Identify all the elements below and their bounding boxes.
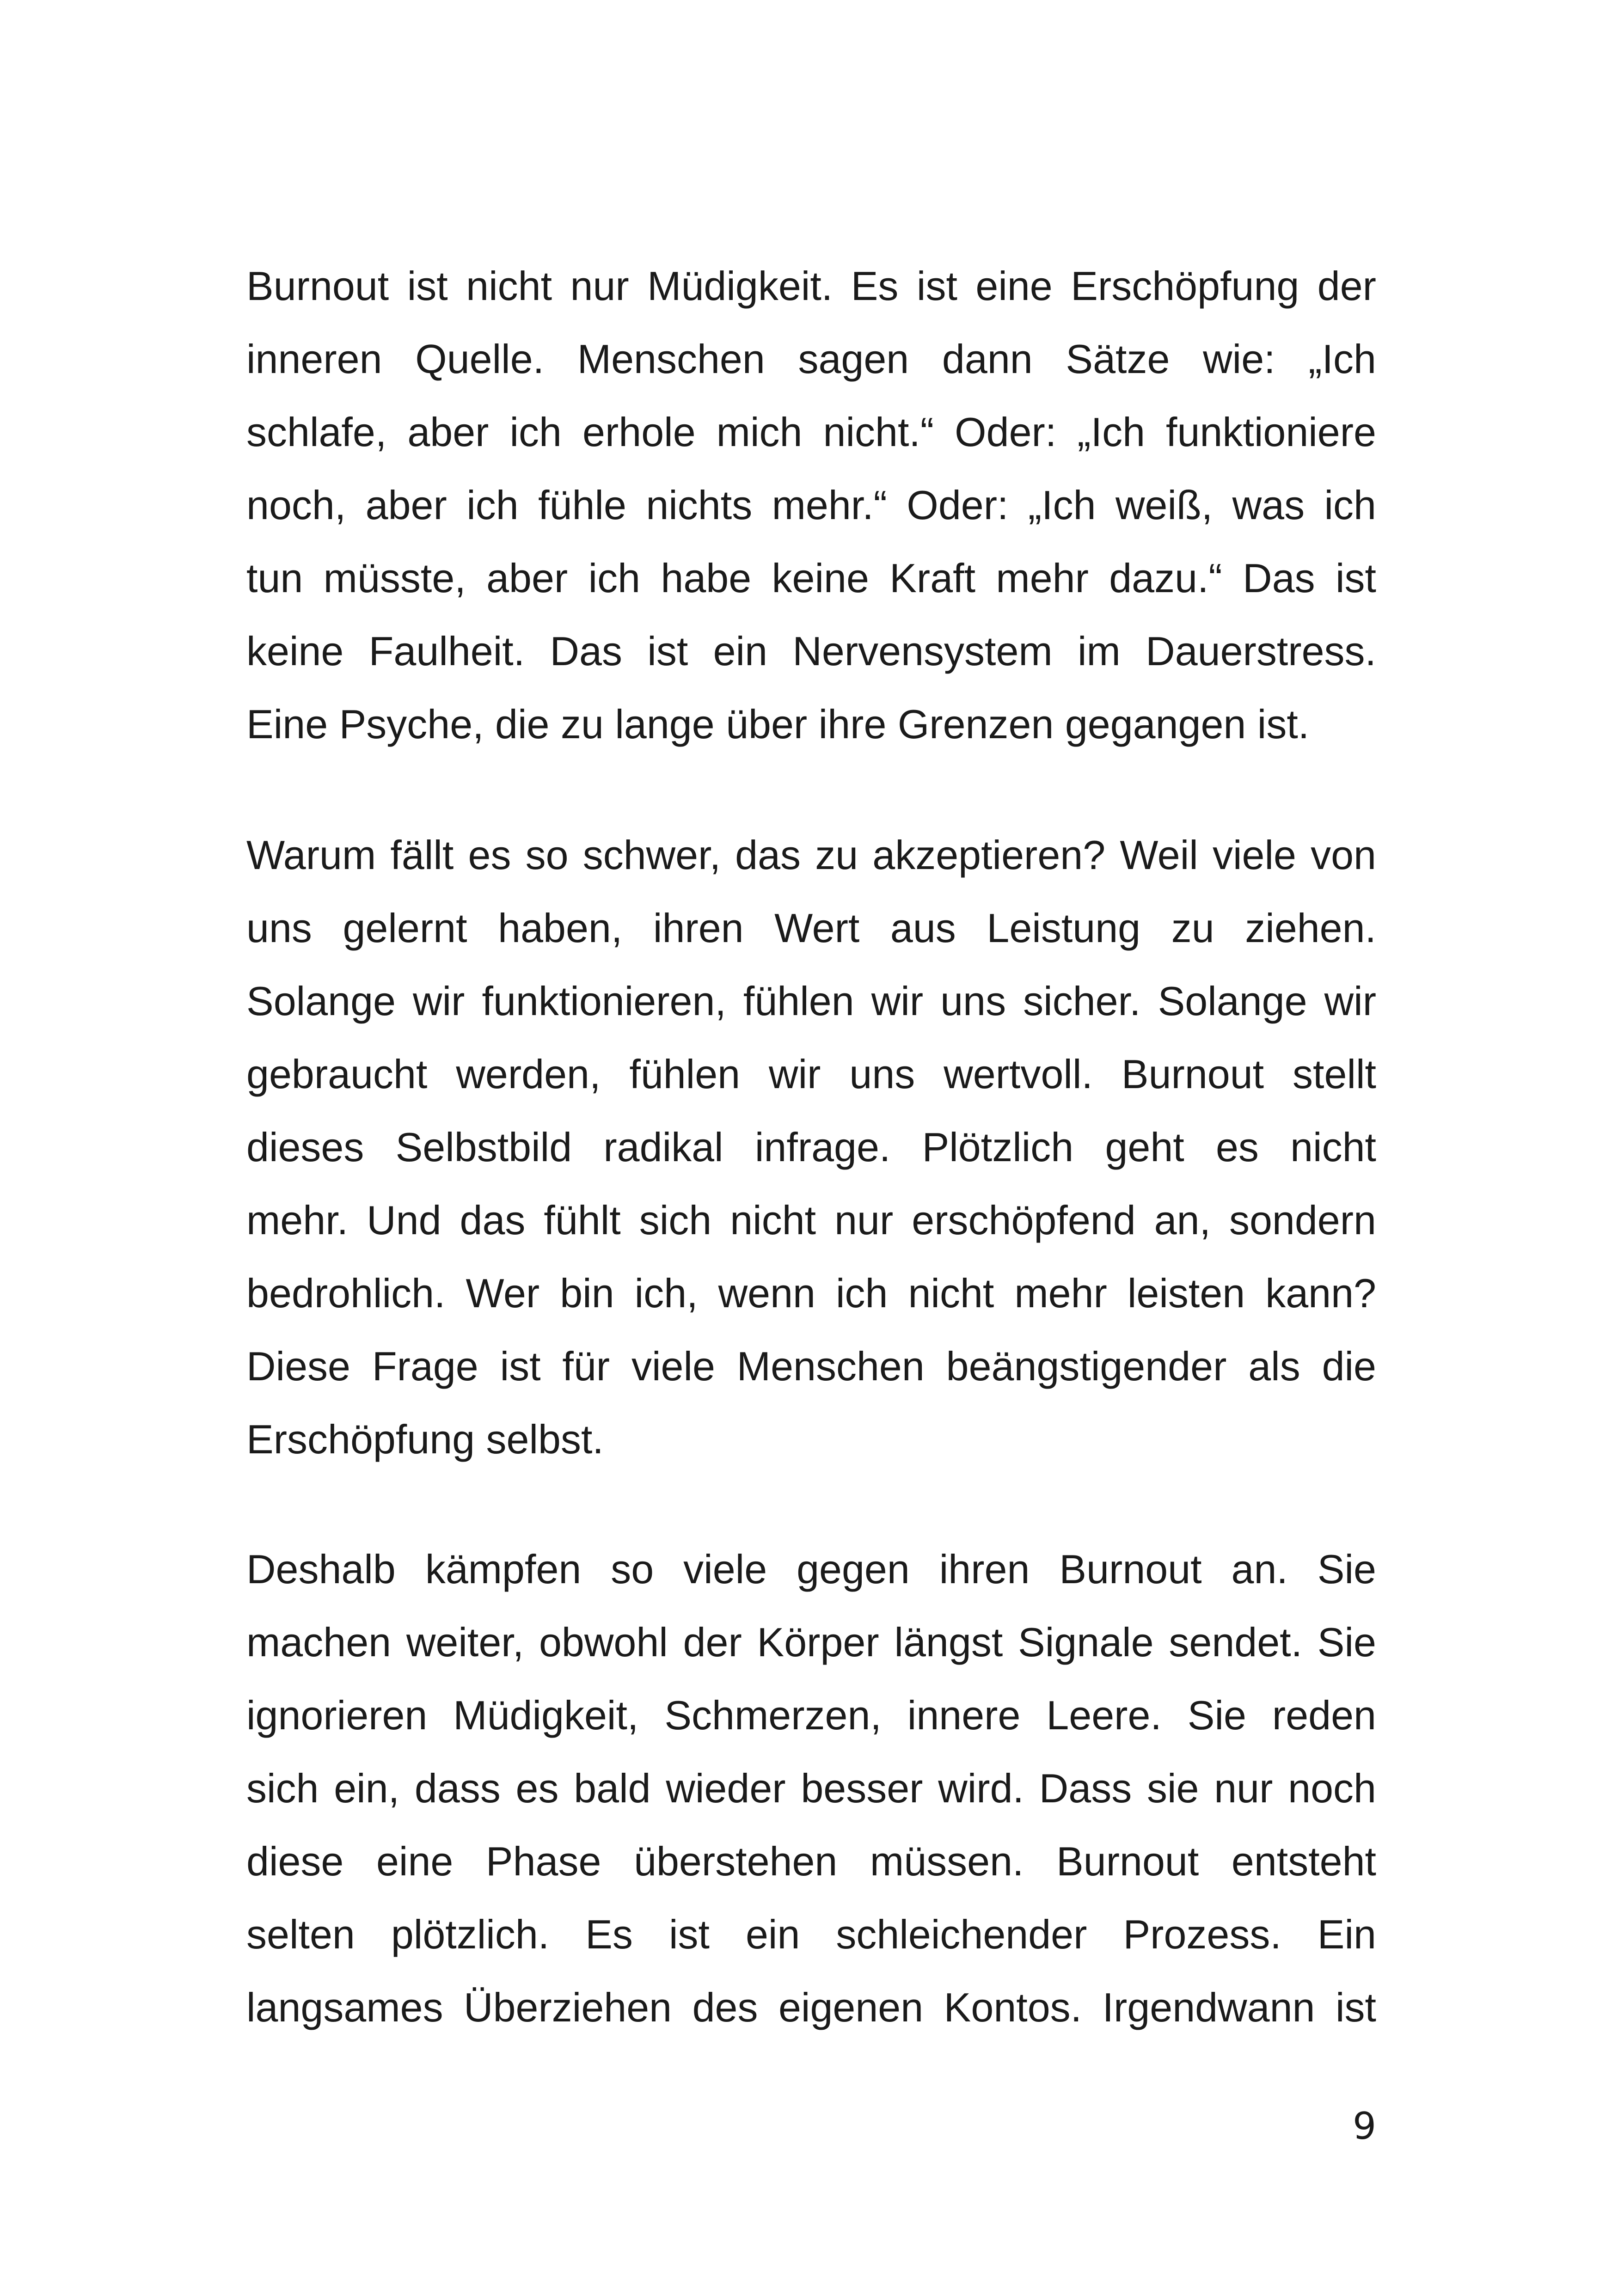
text-line: gebraucht werden, fühlen wir uns wertvoll. Burnout stellt [246, 1051, 1376, 1097]
text-line: Eine Psyche, die zu lange über ihre Grenzen gegangen ist. [246, 701, 1310, 747]
paragraph-1 [246, 250, 1376, 761]
text-line: bedrohlich. Wer bin ich, wenn ich nicht mehr leisten kann? [246, 1270, 1376, 1316]
text-line: dieses Selbstbild radikal infrage. Plötzlich geht es nicht [246, 1124, 1376, 1170]
text-line: ignorieren Müdigkeit, Schmerzen, innere Leere. Sie reden [246, 1692, 1376, 1738]
text-line: tun müsste, aber ich habe keine Kraft mehr dazu.“ Das ist [246, 555, 1376, 601]
text-line: machen weiter, obwohl der Körper längst Signale sendet. Sie [246, 1619, 1376, 1665]
paragraph-3 [246, 1533, 1376, 2044]
text-line: Erschöpfung selbst. [246, 1416, 604, 1462]
text-line: Burnout ist nicht nur Müdigkeit. Es ist eine Erschöpfung der [246, 263, 1376, 309]
text-line: sich ein, dass es bald wieder besser wird. Dass sie nur noch [246, 1765, 1376, 1811]
text-line: selten plötzlich. Es ist ein schleichender Prozess. Ein [246, 1911, 1376, 1957]
text-line: keine Faulheit. Das ist ein Nervensystem im Dauerstress. [246, 628, 1376, 674]
paragraph-2 [246, 819, 1376, 1476]
page-number: 9 [1353, 2105, 1376, 2148]
text-line: Deshalb kämpfen so viele gegen ihren Burnout an. Sie [246, 1546, 1376, 1592]
text-line: Diese Frage ist für viele Menschen beängstigender als die [246, 1343, 1376, 1389]
text-line: diese eine Phase überstehen müssen. Burnout entsteht [246, 1838, 1376, 1884]
text-line: Solange wir funktionieren, fühlen wir uns sicher. Solange wir [246, 978, 1376, 1024]
text-line: mehr. Und das fühlt sich nicht nur erschöpfend an, sondern [246, 1197, 1376, 1243]
text-line: langsames Überziehen des eigenen Kontos. Irgendwann ist [246, 1984, 1376, 2030]
text-line: uns gelernt haben, ihren Wert aus Leistung zu ziehen. [246, 905, 1376, 951]
text-line: inneren Quelle. Menschen sagen dann Sätze wie: „Ich [246, 336, 1376, 382]
text-line: Warum fällt es so schwer, das zu akzeptieren? Weil viele von [246, 832, 1376, 878]
text-line: schlafe, aber ich erhole mich nicht.“ Oder: „Ich funktioniere [246, 409, 1376, 455]
text-line: noch, aber ich fühle nichts mehr.“ Oder: „Ich weiß, was ich [246, 482, 1376, 528]
